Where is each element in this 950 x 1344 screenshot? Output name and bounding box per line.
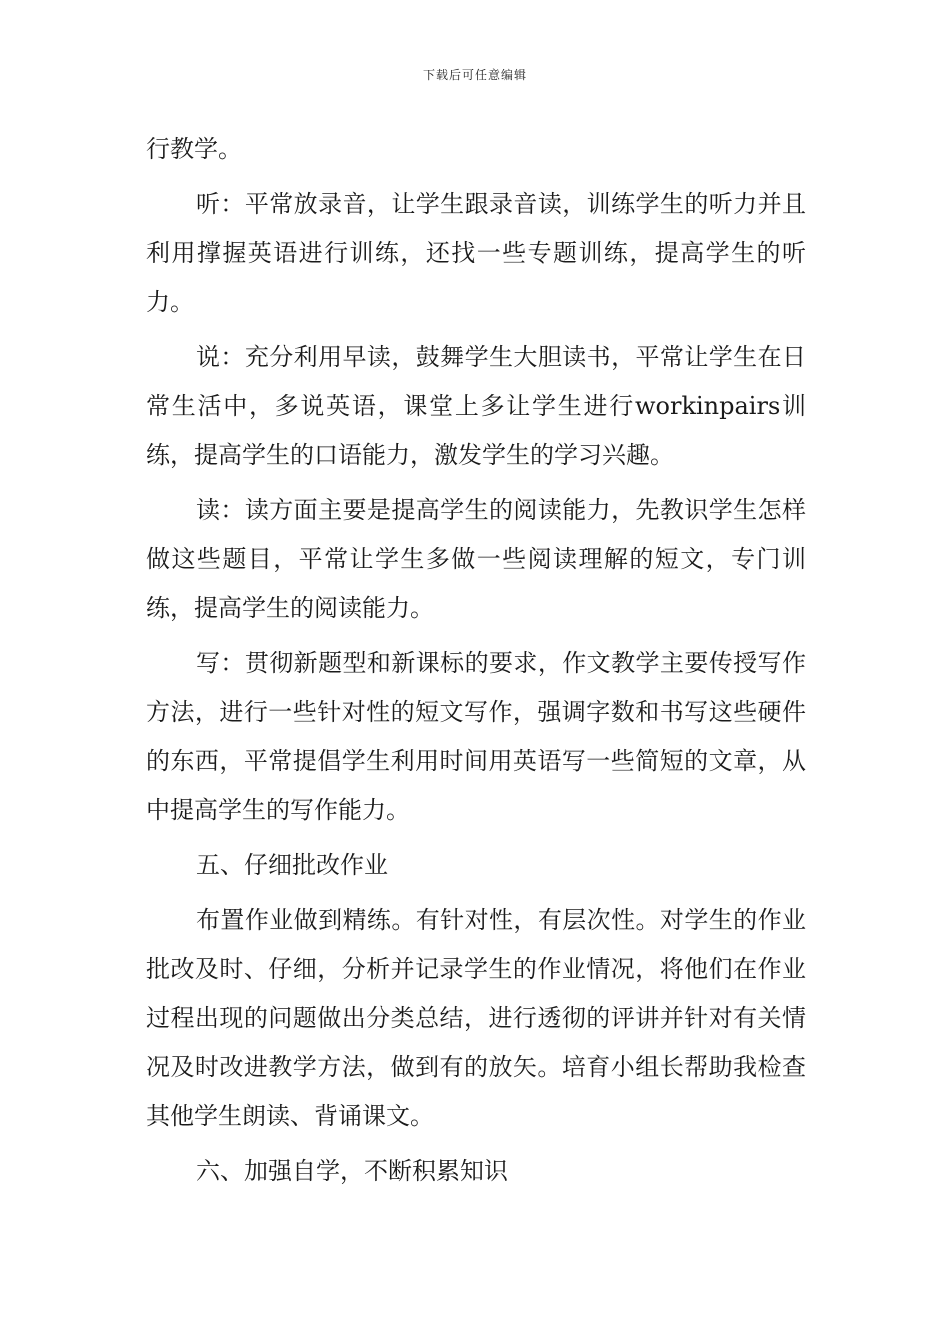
section-heading-homework: 五、仔细批改作业 <box>196 851 388 879</box>
paragraph-reading: 读：读方面主要是提高学生的阅读能力，先教识学生怎样做这些题目，平常让学生多做一些阅读理解的短文，专门训练，提高学生的阅读能力。 <box>146 496 806 622</box>
section-heading-self-study: 六、加强自学，不断积累知识 <box>196 1157 508 1185</box>
paragraph-listening: 听：平常放录音，让学生跟录音读，训练学生的听力并且利用撑握英语进行训练，还找一些专题训练，提高学生的听力。 <box>146 190 806 316</box>
paragraph-speaking: 说：充分利用早读，鼓舞学生大胆读书，平常让学生在日常生活中，多说英语，课堂上多让学生进行workinpairs训练，提高学生的口语能力，激发学生的学习兴趣。 <box>146 343 806 469</box>
paragraph-continuation: 行教学。 <box>146 135 242 163</box>
page-header: 下载后可任意编辑 <box>422 68 527 82</box>
paragraph-writing: 写：贯彻新题型和新课标的要求，作文教学主要传授写作方法，进行一些针对性的短文写作，强调字数和书写这些硬件的东西，平常提倡学生利用时间用英语写一些简短的文章，从中提高学生的写作能力。 <box>146 649 806 824</box>
document-body <box>146 125 806 1202</box>
paragraph-homework: 布置作业做到精练。有针对性，有层次性。对学生的作业批改及时、仔细，分析并记录学生的作业情况，将他们在作业过程出现的问题做出分类总结，进行透彻的评讲并针对有关情况及时改进教学方法，做到有的放矢。培育小组长帮助我检查其他学生朗读、背诵课文。 <box>146 906 806 1130</box>
